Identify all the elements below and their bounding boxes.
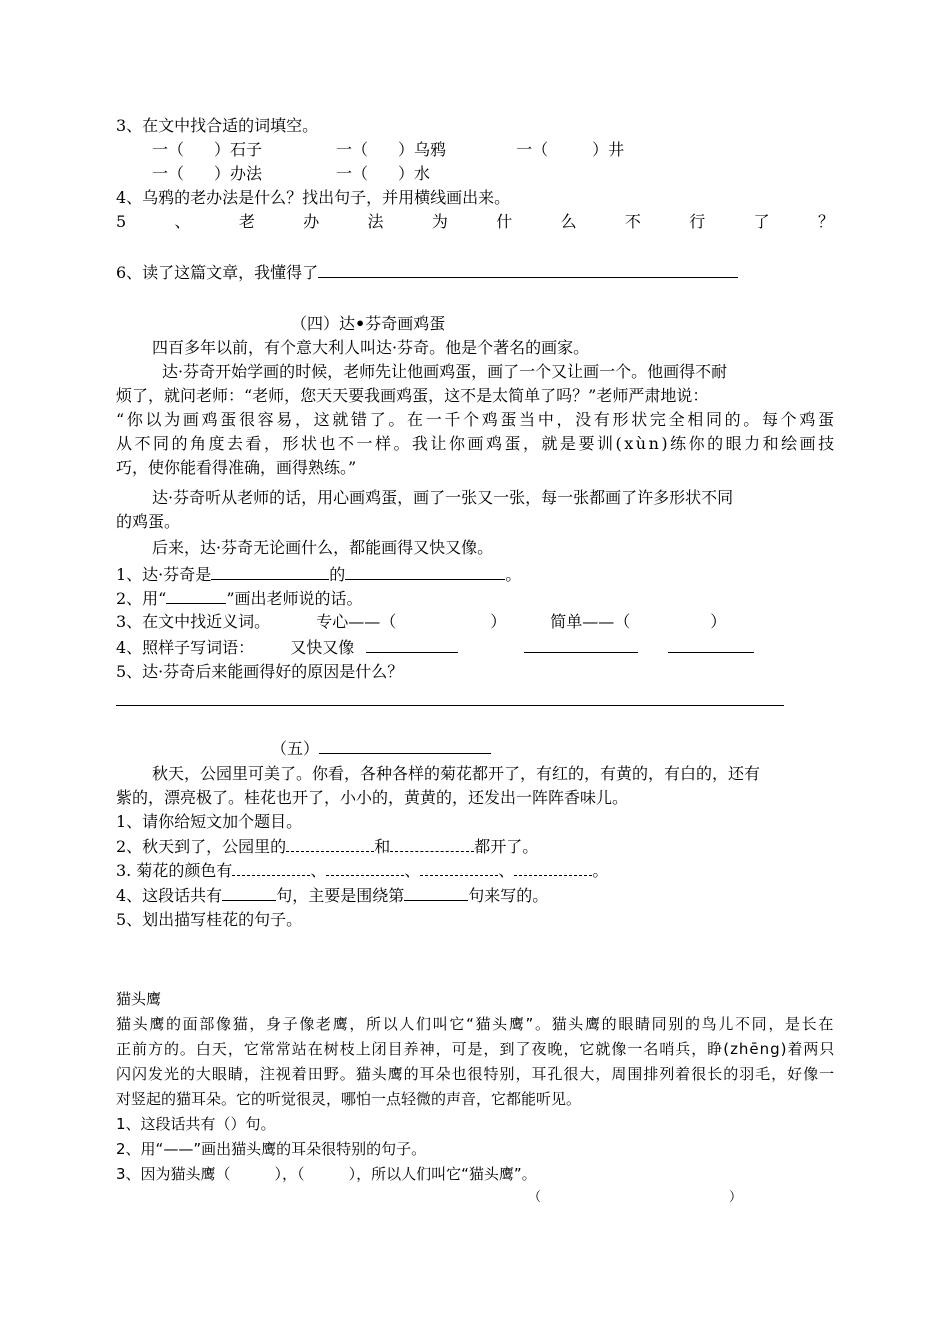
q-text: 3. 菊花的颜色有 bbox=[116, 861, 233, 880]
answer-line[interactable] bbox=[668, 635, 754, 653]
s3-fill-row-1 bbox=[152, 138, 624, 162]
answer-line[interactable] bbox=[420, 858, 498, 876]
answer-line[interactable] bbox=[326, 858, 404, 876]
q-text: 、 bbox=[498, 861, 515, 880]
s6-paragraph: 闪闪发光的大眼睛，注视着田野。猫头鹰的耳朵也很特别，耳孔很大，周围排列着很长的羽毛，好像一 bbox=[116, 1065, 836, 1083]
fill-text: 一（ bbox=[336, 164, 369, 183]
fill-text: 一（ bbox=[152, 140, 185, 159]
q-text: 和 bbox=[374, 837, 391, 856]
answer-line[interactable] bbox=[232, 858, 310, 876]
s4-paragraph-2: 达·芬奇开始学画的时候，老师先让他画鸡蛋，画了一个又让画一个。他画得不耐 bbox=[162, 362, 728, 381]
s4-paragraph-2: 烦了，就问老师：“老师，您天天要我画鸡蛋，这不是太简单了吗？”老师严肃地说： bbox=[116, 386, 709, 405]
title-part: 芬奇画鸡蛋 bbox=[365, 314, 446, 333]
paren-close: ） bbox=[729, 1190, 743, 1205]
s6-paragraph: 猫头鹰的面部像猫，身子像老鹰，所以人们叫它“猫头鹰”。猫头鹰的眼睛同别的鸟儿不同，是长在 bbox=[116, 1015, 836, 1033]
q-text: 3、因为猫头鹰（ bbox=[116, 1165, 231, 1183]
q-text: 。 bbox=[505, 565, 522, 584]
q5-char: 老 bbox=[238, 212, 255, 231]
q6-text: 6、读了这篇文章，我懂得了 bbox=[116, 263, 319, 282]
fill-text: ）办法 bbox=[214, 164, 263, 183]
q-text: 都开了。 bbox=[474, 837, 539, 856]
q5-char: 了 bbox=[753, 212, 770, 231]
s3-question-4: 4、乌鸦的老办法是什么？找出句子，并用横线画出来。 bbox=[116, 188, 511, 207]
s4-question-3 bbox=[116, 610, 726, 634]
fill-text: ）井 bbox=[592, 140, 625, 159]
s4-title bbox=[291, 312, 445, 336]
paren-open: （ bbox=[528, 1190, 542, 1205]
s6-question-3 bbox=[116, 1162, 537, 1186]
fill-text: ）水 bbox=[398, 164, 431, 183]
s3-question-6 bbox=[116, 260, 738, 284]
q5-char: 为 bbox=[431, 212, 448, 231]
answer-line[interactable] bbox=[318, 260, 738, 278]
q-text: 、 bbox=[404, 861, 421, 880]
s6-paragraph: 对竖起的猫耳朵。它的听觉很灵，哪怕一点轻微的声音，它都能听见。 bbox=[116, 1090, 582, 1108]
answer-line[interactable] bbox=[514, 858, 592, 876]
q-text: 4、这段话共有 bbox=[116, 886, 223, 905]
s4-paragraph-2: “你以为画鸡蛋很容易，这就错了。在一千个鸡蛋当中，没有形状完全相同的。每个鸡蛋 bbox=[116, 410, 837, 429]
answer-line[interactable] bbox=[345, 562, 505, 580]
s5-question-5: 5、划出描写桂花的句子。 bbox=[116, 910, 303, 929]
q-text: ） bbox=[490, 612, 507, 631]
s4-paragraph-1: 四百多年以前，有个意大利人叫达·芬奇。他是个著名的画家。 bbox=[152, 338, 590, 357]
s6-answer-paren bbox=[528, 1186, 742, 1210]
s4-question-5: 5、达·芬奇后来能画得好的原因是什么？ bbox=[116, 662, 404, 681]
s4-question-4 bbox=[116, 635, 754, 659]
s5-question-1: 1、请你给短文加个题目。 bbox=[116, 812, 303, 831]
q-text: ） bbox=[710, 612, 727, 631]
s3-question-3: 3、在文中找合适的词填空。 bbox=[116, 116, 319, 135]
fill-text: 一（ bbox=[336, 140, 369, 159]
q5-char: 、 bbox=[174, 212, 191, 231]
s4-paragraph-4: 后来，达·芬奇无论画什么，都能画得又快又像。 bbox=[152, 538, 494, 557]
q-text: 。 bbox=[592, 861, 609, 880]
s4-paragraph-3: 达·芬奇听从老师的话，用心画鸡蛋，画了一张又一张，每一张都画了许多形状不同 bbox=[152, 488, 734, 507]
s5-question-3 bbox=[116, 858, 608, 882]
q5-char: ？ bbox=[817, 212, 834, 231]
s4-question-2 bbox=[116, 586, 363, 610]
title-dot: • bbox=[355, 314, 366, 333]
q-text: 简单——（ bbox=[550, 612, 631, 631]
s5-title bbox=[271, 736, 491, 760]
s5-question-2 bbox=[116, 834, 538, 858]
q-text: 1、达·芬奇是 bbox=[116, 565, 212, 584]
q-text: ”画出老师说的话。 bbox=[226, 589, 363, 608]
s4-paragraph-3: 的鸡蛋。 bbox=[116, 512, 181, 531]
q5-char: 法 bbox=[367, 212, 384, 231]
s4-paragraph-2: 巧，使你能看得准确，画得熟练。” bbox=[116, 458, 357, 477]
s3-fill-row-2 bbox=[152, 162, 430, 186]
title-part: （四）达 bbox=[291, 314, 356, 333]
s4-paragraph-2: 从不同的角度去看，形状也不一样。我让你画鸡蛋，就是要训(xùn)练你的眼力和绘画技 bbox=[116, 434, 837, 453]
s5-paragraph-1: 紫的，漂亮极了。桂花也开了，小小的，黄黄的，还发出一阵阵香味儿。 bbox=[116, 788, 629, 807]
answer-line[interactable] bbox=[166, 586, 226, 604]
title-answer-line[interactable] bbox=[319, 736, 491, 754]
s5-question-4 bbox=[116, 883, 548, 907]
q-text: 专心——（ bbox=[316, 612, 397, 631]
s6-title: 猫头鹰 bbox=[116, 990, 162, 1008]
s4-question-1 bbox=[116, 562, 521, 586]
q-text: 3、在文中找近义词。 bbox=[116, 612, 271, 631]
q-text: 2、用“ bbox=[116, 589, 167, 608]
answer-line[interactable] bbox=[211, 562, 329, 580]
q-text: 2、秋天到了，公园里的 bbox=[116, 837, 287, 856]
answer-line[interactable] bbox=[366, 635, 458, 653]
q5-char: 行 bbox=[689, 212, 706, 231]
q5-char: 什 bbox=[496, 212, 513, 231]
title-text: （五） bbox=[271, 739, 320, 758]
answer-line[interactable] bbox=[286, 834, 374, 852]
example-word: 又快又像 bbox=[290, 638, 355, 657]
fill-text: ）乌鸦 bbox=[398, 140, 447, 159]
s3-question-5 bbox=[116, 210, 834, 234]
answer-line[interactable] bbox=[404, 883, 468, 901]
q-text: 句，主要是围绕第 bbox=[276, 886, 405, 905]
fill-text: 一（ bbox=[152, 164, 185, 183]
q-text: 的 bbox=[329, 565, 346, 584]
q-text: 4、照样子写词语： bbox=[116, 638, 255, 657]
s6-paragraph: 正前方的。白天，它常常站在树枝上闭目养神，可是，到了夜晚，它就像一名哨兵，睁(zhēng)着两只 bbox=[116, 1040, 836, 1058]
answer-line[interactable] bbox=[222, 883, 276, 901]
fill-text: 一（ bbox=[516, 140, 549, 159]
s5-paragraph-1: 秋天，公园里可美了。你看，各种各样的菊花都开了，有红的，有黄的，有白的，还有 bbox=[152, 764, 761, 783]
fill-text: ）石子 bbox=[214, 140, 263, 159]
q-text: ），（ bbox=[274, 1165, 305, 1183]
answer-line[interactable] bbox=[116, 705, 784, 706]
q-text: ），所以人们叫它“猫头鹰”。 bbox=[348, 1165, 537, 1183]
q5-char: 么 bbox=[560, 212, 577, 231]
q-text: 句来写的。 bbox=[468, 886, 549, 905]
answer-line[interactable] bbox=[524, 635, 638, 653]
answer-line[interactable] bbox=[390, 834, 474, 852]
q5-char: 不 bbox=[624, 212, 641, 231]
s6-question-2: 2、用“——”画出猫头鹰的耳朵很特别的句子。 bbox=[116, 1140, 427, 1158]
s6-question-1: 1、这段话共有（）句。 bbox=[116, 1115, 276, 1133]
q5-char: 5 bbox=[116, 212, 127, 231]
q5-char: 办 bbox=[303, 212, 320, 231]
q-text: 、 bbox=[310, 861, 327, 880]
